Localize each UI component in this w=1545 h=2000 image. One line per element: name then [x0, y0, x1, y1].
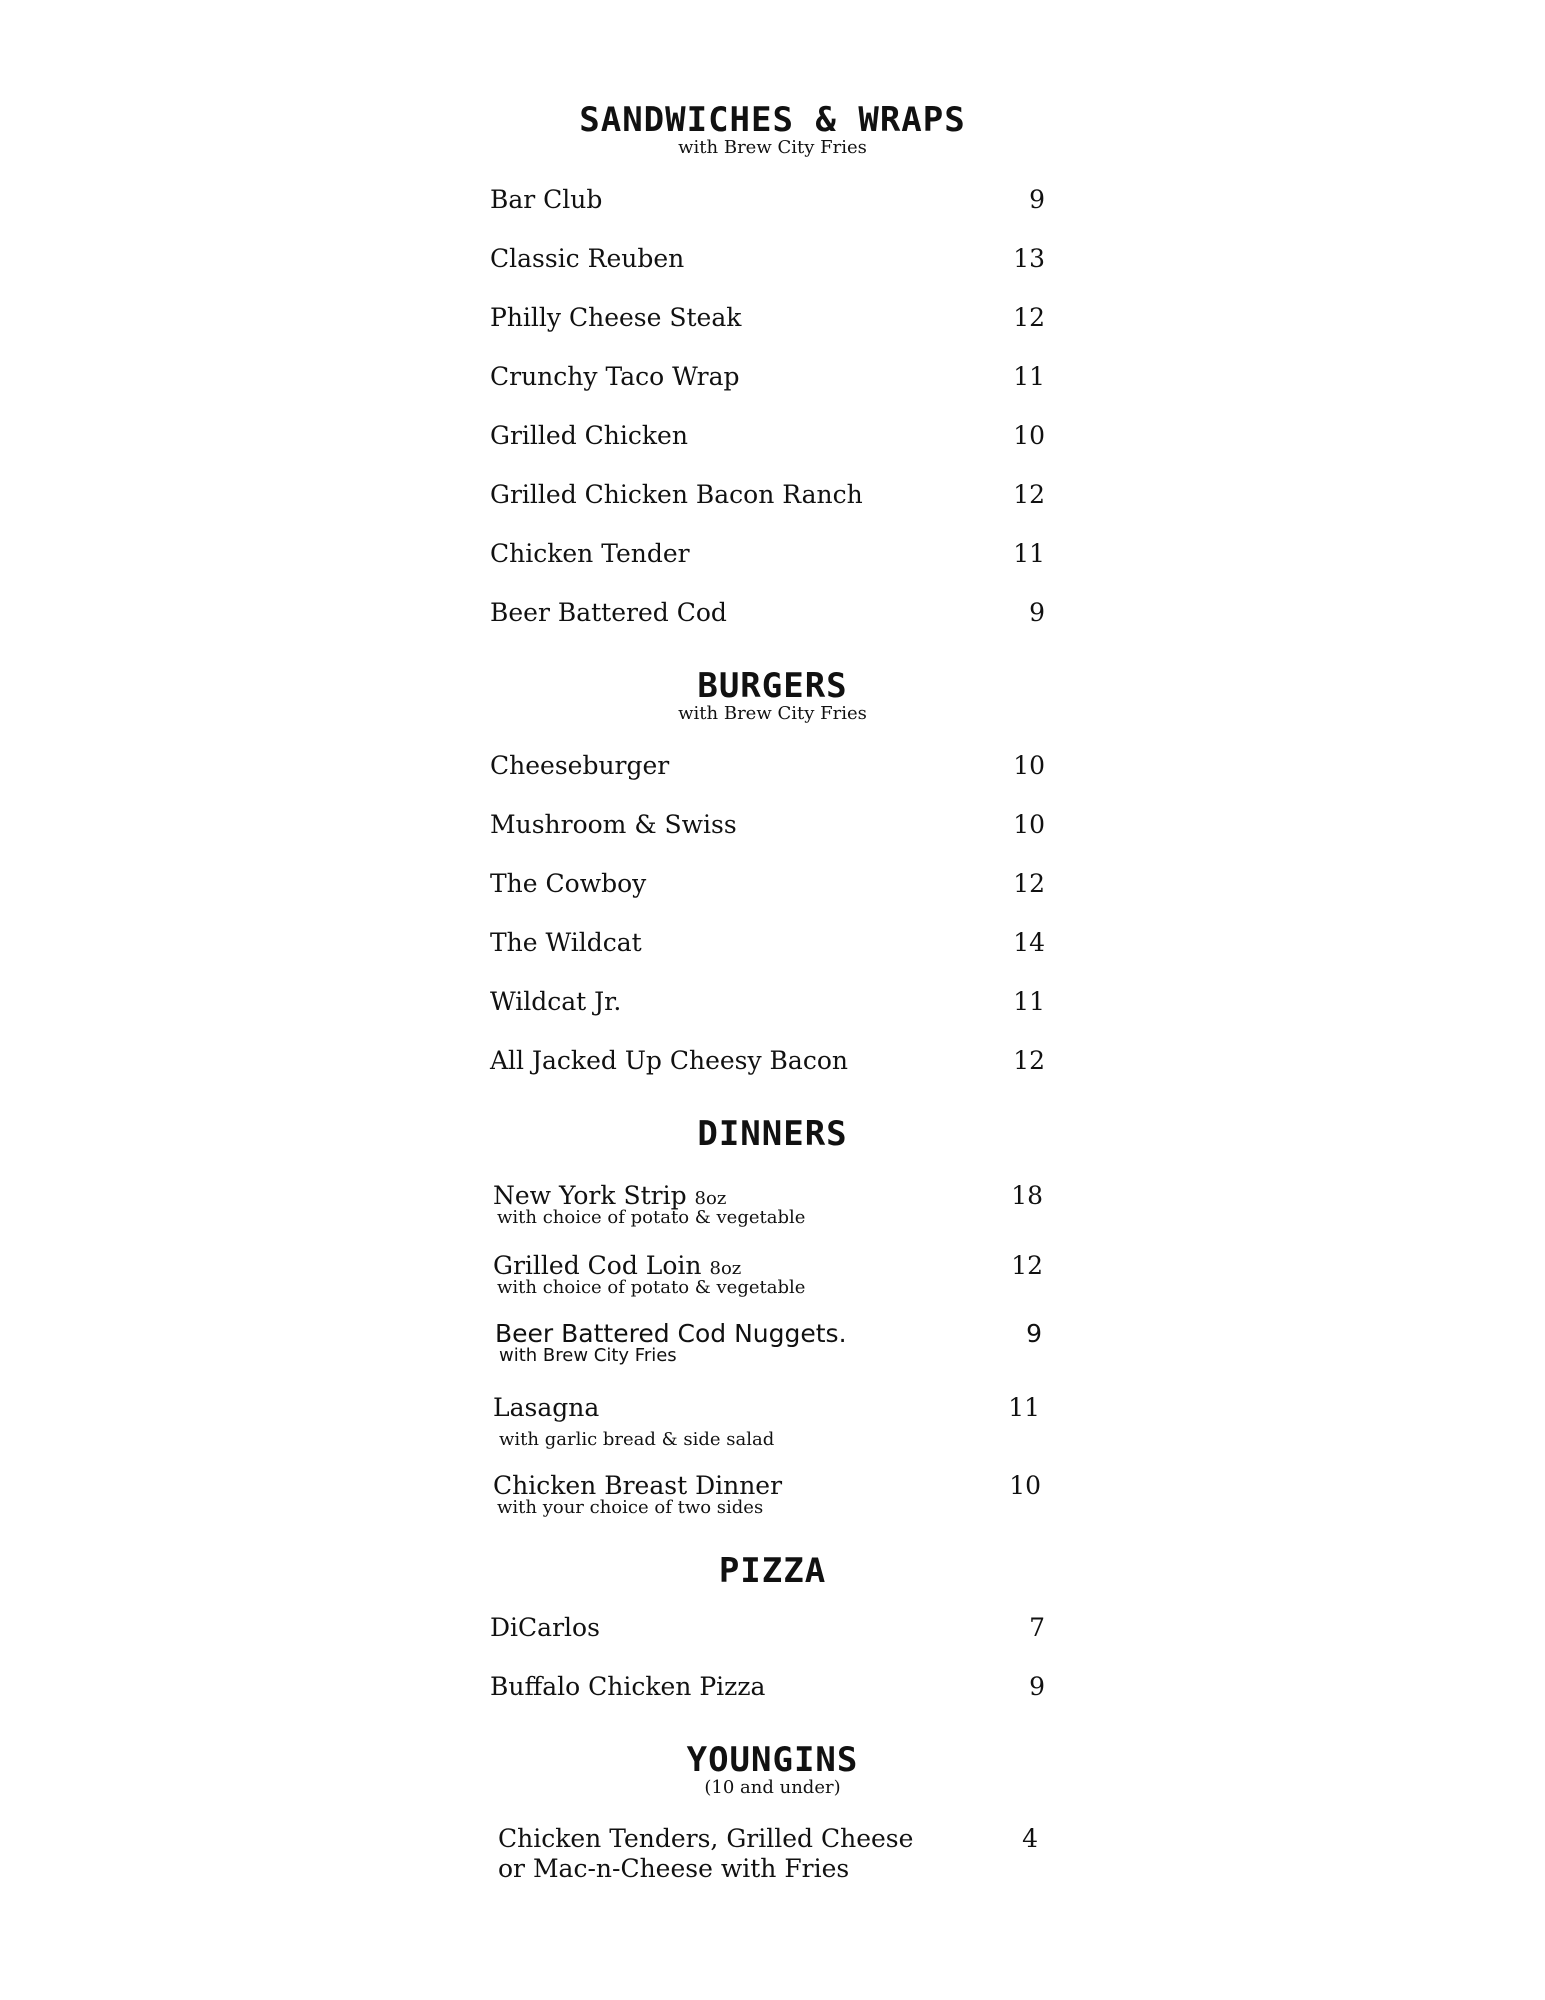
menu-item: [490, 984, 1045, 1024]
menu-item: [490, 536, 1045, 576]
menu-item: [493, 1390, 1040, 1450]
item-name: Philly Cheese Steak: [490, 303, 742, 332]
menu-item: [495, 1316, 1042, 1366]
item-price: 14: [1013, 928, 1045, 957]
menu-item: [490, 477, 1045, 517]
item-price: 9: [1026, 1319, 1042, 1348]
item-price: 11: [1013, 362, 1045, 391]
item-price: 12: [1011, 1251, 1043, 1280]
section-subtitle: (10 and under): [704, 1777, 841, 1798]
item-price: 9: [1029, 598, 1045, 627]
item-price: 12: [1013, 480, 1045, 509]
item-name: Grilled Chicken Bacon Ranch: [490, 480, 863, 509]
item-price: 9: [1029, 1672, 1045, 1701]
item-price: 18: [1011, 1181, 1043, 1210]
section-title: BURGERS: [697, 666, 848, 706]
item-price: 9: [1029, 185, 1045, 214]
item-name: Grilled Cod Loin: [493, 1251, 702, 1280]
item-price: 13: [1013, 244, 1045, 273]
item-name: Grilled Chicken: [490, 421, 688, 450]
item-price: 4: [1022, 1824, 1038, 1853]
item-name: Beer Battered Cod: [490, 598, 727, 627]
item-name: Bar Club: [490, 185, 603, 214]
item-description: with your choice of two sides: [497, 1497, 764, 1518]
menu-item: [498, 1824, 1038, 1888]
menu-item: [490, 182, 1045, 222]
menu-item: [493, 1468, 1041, 1518]
section-heading-dinners: [0, 1116, 1545, 1152]
item-price: 12: [1013, 1046, 1045, 1075]
item-name: Wildcat Jr.: [490, 987, 622, 1016]
item-name-line1: Chicken Tenders, Grilled Cheese: [498, 1824, 914, 1853]
menu-item: [490, 1043, 1045, 1083]
menu-item: [493, 1248, 1043, 1298]
menu-item: [490, 1610, 1045, 1650]
section-heading-sandwiches: [0, 102, 1545, 158]
item-description: with choice of potato & vegetable: [497, 1277, 806, 1298]
menu-item: [490, 925, 1045, 965]
menu-item: [490, 807, 1045, 847]
menu-item: [493, 1178, 1043, 1228]
menu-item: [490, 1669, 1045, 1709]
item-name: Chicken Tender: [490, 539, 690, 568]
menu-item: [490, 359, 1045, 399]
item-name: Buffalo Chicken Pizza: [490, 1672, 766, 1701]
section-title: PIZZA: [718, 1551, 827, 1591]
item-price: 11: [1013, 539, 1045, 568]
item-name: The Cowboy: [490, 869, 647, 898]
section-subtitle: with Brew City Fries: [678, 137, 867, 158]
item-name: Chicken Breast Dinner: [493, 1471, 783, 1500]
item-name: Beer Battered Cod Nuggets.: [495, 1319, 847, 1348]
section-subtitle: with Brew City Fries: [678, 703, 867, 724]
item-price: 12: [1013, 869, 1045, 898]
menu-item: [490, 241, 1045, 281]
item-price: 10: [1009, 1471, 1041, 1500]
menu-item: [490, 418, 1045, 458]
section-heading-youngins: [0, 1742, 1545, 1798]
section-title: YOUNGINS: [686, 1740, 859, 1780]
item-name: Mushroom & Swiss: [490, 810, 737, 839]
menu-item: [490, 595, 1045, 635]
item-name: Lasagna: [493, 1393, 600, 1422]
section-heading-burgers: [0, 668, 1545, 724]
item-name: DiCarlos: [490, 1613, 600, 1642]
item-price: 10: [1013, 810, 1045, 839]
item-size: 8oz: [709, 1258, 742, 1279]
item-price: 10: [1013, 751, 1045, 780]
section-heading-pizza: [0, 1553, 1545, 1589]
item-name: All Jacked Up Cheesy Bacon: [490, 1046, 848, 1075]
item-description: with Brew City Fries: [499, 1345, 677, 1366]
item-price: 11: [1008, 1393, 1040, 1422]
item-price: 11: [1013, 987, 1045, 1016]
section-title: SANDWICHES & WRAPS: [579, 100, 966, 140]
item-name: Cheeseburger: [490, 751, 670, 780]
item-name-line2: or Mac-n-Cheese with Fries: [498, 1854, 850, 1883]
item-price: 7: [1029, 1613, 1045, 1642]
item-name: New York Strip: [493, 1181, 687, 1210]
item-price: 10: [1013, 421, 1045, 450]
item-description: with garlic bread & side salad: [499, 1429, 775, 1450]
item-description: with choice of potato & vegetable: [497, 1207, 806, 1228]
item-name: The Wildcat: [490, 928, 642, 957]
item-name: Classic Reuben: [490, 244, 685, 273]
item-name: Crunchy Taco Wrap: [490, 362, 740, 391]
menu-item: [490, 300, 1045, 340]
menu-item: [490, 748, 1045, 788]
item-price: 12: [1013, 303, 1045, 332]
item-size: 8oz: [694, 1188, 727, 1209]
section-title: DINNERS: [697, 1114, 848, 1154]
menu-item: [490, 866, 1045, 906]
